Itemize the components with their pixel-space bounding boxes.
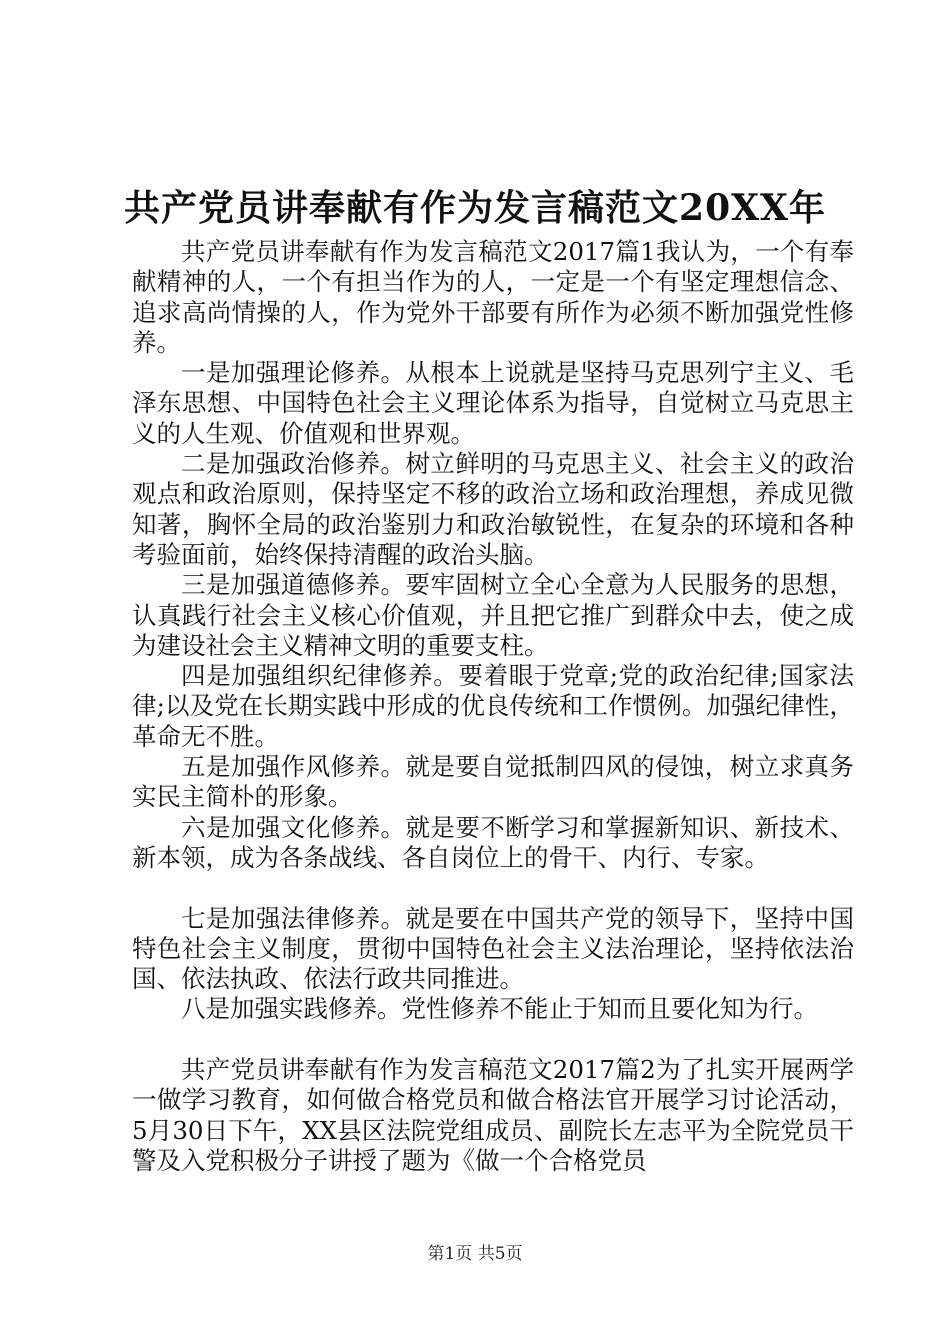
paragraph-intro: 共产党员讲奉献有作为发言稿范文2017篇1我认为，一个有奉献精神的人，一个有担当作为的人，一定是一个有坚定理想信念、追求高尚情操的人，作为党外干部要有所作为必须不断加强党性修养。	[132, 237, 854, 357]
paragraph-law: 七是加强法律修养。就是要在中国共产党的领导下，坚持中国特色社会主义制度，贯彻中国特色社会主义法治理论，坚持依法治国、依法执政、依法行政共同推进。	[132, 903, 854, 994]
paragraph-morality: 三是加强道德修养。要牢固树立全心全意为人民服务的思想，认真践行社会主义核心价值观，并且把它推广到群众中去，使之成为建设社会主义精神文明的重要支柱。	[132, 570, 854, 660]
paragraph-politics: 二是加强政治修养。树立鲜明的马克思主义、社会主义的政治观点和政治原则，保持坚定不移的政治立场和政治理想，养成见微知著，胸怀全局的政治鉴别力和政治敏锐性，在复杂的环境和各种考验面前，始终保持清醒的政治头脑。	[132, 449, 854, 569]
paragraph-article-two: 共产党员讲奉献有作为发言稿范文2017篇2为了扎实开展两学一做学习教育，如何做合格党员和做合格法官开展学习讨论活动，5月30日下午，XX县区法院党组成员、副院长左志平为全院党员干警及入党积极分子讲授了题为《做一个合格党员	[132, 1055, 854, 1175]
paragraph-practice: 八是加强实践修养。党性修养不能止于知而且要化知为行。	[181, 994, 818, 1024]
document-body	[132, 237, 854, 1176]
paragraph-style: 五是加强作风修养。就是要自觉抵制四风的侵蚀，树立求真务实民主简朴的形象。	[132, 752, 854, 812]
document-title: 共产党员讲奉献有作为发言稿范文20XX年	[124, 187, 826, 229]
paragraph-discipline: 四是加强组织纪律修养。要着眼于党章;党的政治纪律;国家法律;以及党在长期实践中形成的优良传统和工作惯例。加强纪律性，革命无不胜。	[132, 661, 854, 751]
page-footer: 第1页 共5页	[427, 1244, 523, 1264]
paragraph-theory: 一是加强理论修养。从根本上说就是坚持马克思列宁主义、毛泽东思想、中国特色社会主义理论体系为指导，自觉树立马克思主义的人生观、价值观和世界观。	[132, 358, 854, 448]
paragraph-culture: 六是加强文化修养。就是要不断学习和掌握新知识、新技术、新本领，成为各条战线、各自岗位上的骨干、内行、专家。	[132, 812, 854, 872]
